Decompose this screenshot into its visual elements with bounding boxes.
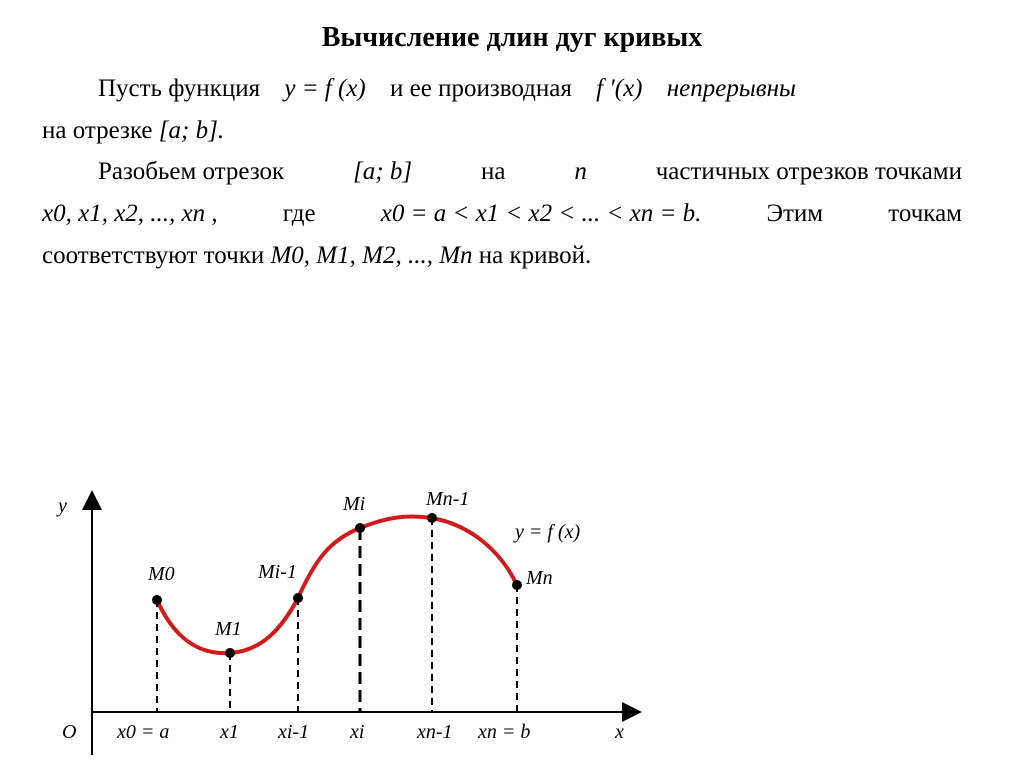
point-Mn (512, 580, 522, 590)
point-Mi (355, 523, 365, 533)
p2-text-6: соответствуют точки (42, 242, 265, 269)
arc-length-diagram (0, 470, 1024, 767)
point-M1 (225, 648, 235, 658)
formula-y-equals-f-x: y = f (x) (284, 75, 366, 102)
paragraph-2-line-1 (42, 151, 962, 193)
y-axis-label: y (58, 495, 67, 517)
tick-xn-b: xn = b (478, 721, 531, 743)
p2-text-1: Разобьем отрезок (98, 158, 285, 185)
p2-text-7: на кривой. (478, 242, 592, 269)
point-Mn-1 (427, 513, 437, 523)
x-axis-label: x (615, 721, 624, 743)
tick-xi: xi (350, 721, 365, 743)
p2-text-5: точкам (888, 200, 962, 227)
paragraph-2 (42, 151, 962, 277)
tick-xi-1: xi-1 (278, 721, 310, 743)
p1-text-continuous: непрерывны (666, 75, 796, 102)
p2-text-2: на (481, 158, 506, 185)
slide-title: Вычисление длин дуг кривых (321, 22, 703, 53)
formula-segment-ab: [a; b]. (158, 117, 225, 144)
curve-label: y = f (x) (515, 521, 581, 543)
label-Mi-1: Mi-1 (258, 561, 297, 583)
p2-n: n (574, 158, 587, 185)
formula-inequality: x0 = a < x1 < x2 < ... < xn = b. (380, 200, 702, 227)
point-M0 (152, 595, 162, 605)
paragraph-1 (42, 68, 962, 152)
formula-points-m: M0, M1, M2, ..., Mn (270, 242, 473, 269)
paragraph-1-line-1 (42, 68, 962, 110)
label-M0: M0 (148, 563, 175, 585)
formula-derivative: f ′(x) (596, 75, 643, 102)
tick-x0-a: x0 = a (117, 721, 170, 743)
p2-text-3: частичных отрезков точками (655, 158, 962, 185)
formula-points-x: x0, x1, x2, ..., xn , (42, 200, 218, 227)
label-Mn: Mn (526, 567, 553, 589)
tick-xn-1: xn-1 (417, 721, 453, 743)
tick-x1: x1 (220, 721, 239, 743)
paragraph-2-line-2 (42, 193, 962, 235)
origin-label: O (62, 721, 77, 743)
p2-text-4: Этим (766, 200, 824, 227)
label-M1: M1 (215, 618, 242, 640)
curve-y-f-x (157, 516, 517, 653)
p1-text-2: и ее производная (390, 75, 572, 102)
paragraph-2-line-3 (42, 235, 962, 277)
point-Mi-1 (293, 593, 303, 603)
paragraph-1-line-2 (42, 110, 962, 152)
p2-formula-segment: [a; b] (353, 158, 413, 185)
p1-text-1: Пусть функция (98, 75, 261, 102)
p1-text-4: на отрезке (42, 117, 153, 144)
label-Mn-1: Mn-1 (426, 488, 470, 510)
label-Mi: Mi (343, 493, 366, 515)
p2-where: где (282, 200, 316, 227)
